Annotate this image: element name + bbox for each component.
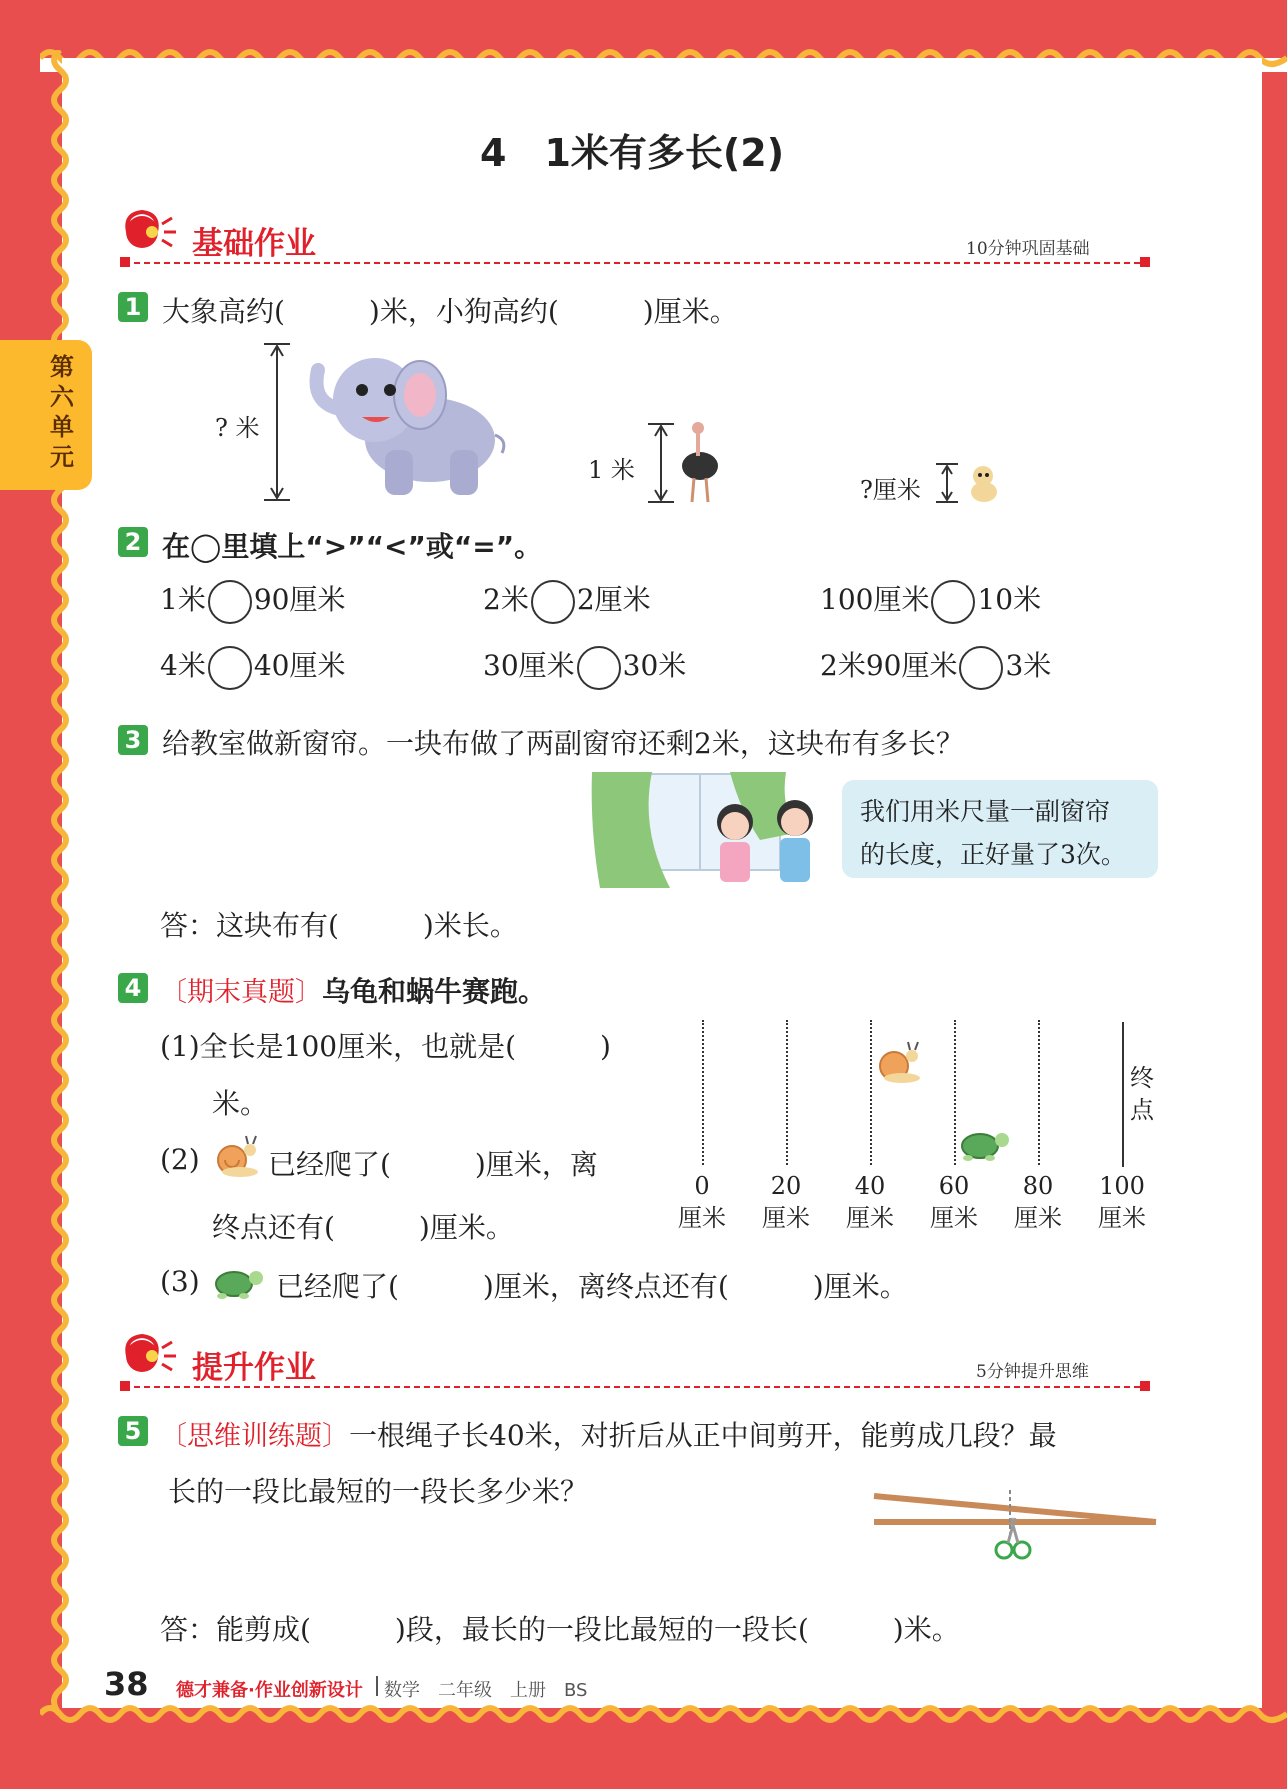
compare-item	[483, 578, 651, 624]
track-tick-value: 40	[854, 1172, 886, 1200]
turtle-marker	[956, 1120, 1014, 1164]
track-tick-value: 20	[770, 1172, 802, 1200]
q4-part3-prefix: (3)	[160, 1265, 200, 1298]
dog-illustration	[966, 462, 1002, 504]
track-tick-label	[1003, 1170, 1073, 1234]
track-tick-value: 60	[938, 1172, 970, 1200]
q2-text: 在◯里填上“>”“<”或“=”。	[162, 530, 543, 563]
question-number-badge: 1	[118, 292, 148, 322]
wavy-border-left	[46, 50, 74, 1715]
divider-end-right	[1140, 1381, 1150, 1391]
ostrich-height-label: 1 米	[588, 456, 635, 484]
ostrich-illustration	[678, 420, 726, 504]
question-number-badge: 4	[118, 973, 148, 1003]
elephant-illustration	[300, 345, 510, 500]
section-note-basic: 10分钟巩固基础	[966, 239, 1090, 259]
q4-part1-line1: (1)全长是100厘米，也就是( )	[160, 1030, 611, 1063]
footer-separator	[376, 1676, 378, 1696]
track-tick-value: 0	[694, 1172, 710, 1200]
footer-brand: 德才兼备·作业创新设计	[176, 1680, 363, 1701]
compare-right: 10米	[977, 583, 1042, 616]
section-note-advanced: 5分钟提升思维	[976, 1362, 1089, 1382]
q4-text: 乌龟和蜗牛赛跑。	[322, 975, 547, 1008]
question-number-badge: 3	[118, 725, 148, 755]
track-tick-label	[835, 1170, 905, 1234]
q4-part1-line2: 米。	[212, 1087, 269, 1120]
snail-marker	[872, 1036, 922, 1086]
compare-item	[483, 644, 686, 690]
finish-label	[1130, 1062, 1160, 1126]
compare-right: 30米	[622, 649, 687, 682]
q3-answer: 答：这块布有( )米长。	[160, 909, 518, 942]
snail-icon	[210, 1130, 260, 1180]
compare-item	[160, 644, 345, 690]
track-tick-value: 80	[1022, 1172, 1054, 1200]
compare-item	[820, 644, 1051, 690]
track-tick-line	[702, 1020, 704, 1165]
compare-circle[interactable]	[208, 646, 252, 690]
ostrich-height-arrow	[640, 422, 680, 504]
track-tick-line	[1122, 1022, 1124, 1167]
compare-left: 1米	[160, 583, 206, 616]
curtain-kids-illustration	[590, 770, 838, 896]
compare-left: 30厘米	[483, 649, 575, 682]
rope-scissors-illustration	[870, 1488, 1160, 1568]
q5-text: 一根绳子长40米，对折后从正中间剪开，能剪成几段？最	[349, 1419, 1057, 1452]
q4-part3-text: 已经爬了( )厘米，离终点还有( )厘米。	[276, 1270, 908, 1303]
track-tick-label	[919, 1170, 989, 1234]
compare-item	[820, 578, 1041, 624]
track-tick-unit: 厘米	[762, 1204, 810, 1232]
compare-circle[interactable]	[531, 580, 575, 624]
track-tick-line	[1038, 1020, 1040, 1165]
track-tick-unit: 厘米	[1098, 1204, 1146, 1232]
q5-line2: 长的一段比最短的一段长多少米？	[168, 1475, 589, 1508]
speech-bubble-line: 我们用米尺量一副窗帘	[860, 797, 1111, 826]
lamp-icon	[118, 1330, 178, 1386]
section-title-basic: 基础作业	[192, 226, 316, 262]
turtle-icon	[210, 1258, 268, 1302]
elephant-height-arrow	[256, 342, 296, 502]
compare-left: 100厘米	[820, 583, 930, 616]
track-tick-label	[667, 1170, 737, 1234]
elephant-height-label: ? 米	[215, 414, 260, 442]
track-tick-unit: 厘米	[678, 1204, 726, 1232]
question-tag: 〔思维训练题〕	[160, 1421, 349, 1452]
track-tick-unit: 厘米	[930, 1204, 978, 1232]
track-tick-line	[870, 1020, 872, 1165]
section-title-advanced: 提升作业	[192, 1350, 316, 1386]
compare-left: 2米90厘米	[820, 649, 958, 682]
compare-circle[interactable]	[577, 646, 621, 690]
compare-right: 90厘米	[253, 583, 346, 616]
compare-left: 4米	[160, 649, 206, 682]
divider-end-right	[1140, 257, 1150, 267]
lamp-icon	[118, 206, 178, 262]
track-tick-value: 100	[1099, 1172, 1145, 1200]
track-tick-label	[751, 1170, 821, 1234]
compare-right: 2厘米	[576, 583, 651, 616]
divider-end-left	[120, 257, 130, 267]
page-title: 4 1米有多长(2)	[480, 131, 785, 175]
page-number: 38	[104, 1665, 149, 1703]
divider-end-left	[120, 1381, 130, 1391]
track-tick-line	[954, 1020, 956, 1165]
unit-tab-label: 第六单元	[50, 353, 74, 471]
speech-bubble-line: 的长度，正好量了3次。	[860, 840, 1126, 869]
compare-item	[160, 578, 345, 624]
track-tick-unit: 厘米	[846, 1204, 894, 1232]
compare-right: 3米	[1005, 649, 1052, 682]
compare-left: 2米	[483, 583, 529, 616]
finish-label-text: 终点	[1130, 1064, 1154, 1124]
track-tick-unit: 厘米	[1014, 1204, 1062, 1232]
q4-part2-prefix: (2)	[160, 1143, 200, 1176]
section-divider	[124, 1386, 1150, 1388]
q4-heading	[160, 970, 546, 1010]
q4-part2-line1: 已经爬了( )厘米，离	[268, 1148, 598, 1181]
compare-circle[interactable]	[959, 646, 1003, 690]
q5-answer: 答：能剪成( )段，最长的一段比最短的一段长( )米。	[160, 1613, 960, 1646]
wavy-border-bottom	[40, 1700, 1287, 1728]
compare-circle[interactable]	[208, 580, 252, 624]
q5-line1	[160, 1414, 1057, 1454]
question-number-badge: 5	[118, 1416, 148, 1446]
track-tick-line	[786, 1020, 788, 1165]
q3-text: 给教室做新窗帘。一块布做了两副窗帘还剩2米，这块布有多长？	[162, 727, 964, 760]
unit-tab	[0, 340, 92, 490]
dog-height-label: ?厘米	[860, 476, 921, 504]
footer-subject: 数学 二年级 上册 BS	[384, 1680, 588, 1701]
section-divider	[124, 262, 1150, 264]
question-number-badge: 2	[118, 527, 148, 557]
dog-height-arrow	[932, 462, 962, 504]
compare-circle[interactable]	[931, 580, 975, 624]
q1-text: 大象高约( )米，小狗高约( )厘米。	[162, 295, 738, 328]
compare-right: 40厘米	[253, 649, 346, 682]
question-tag: 〔期末真题〕	[160, 977, 322, 1008]
q4-part2-line2: 终点还有( )厘米。	[212, 1211, 514, 1244]
track-tick-label	[1087, 1170, 1157, 1234]
